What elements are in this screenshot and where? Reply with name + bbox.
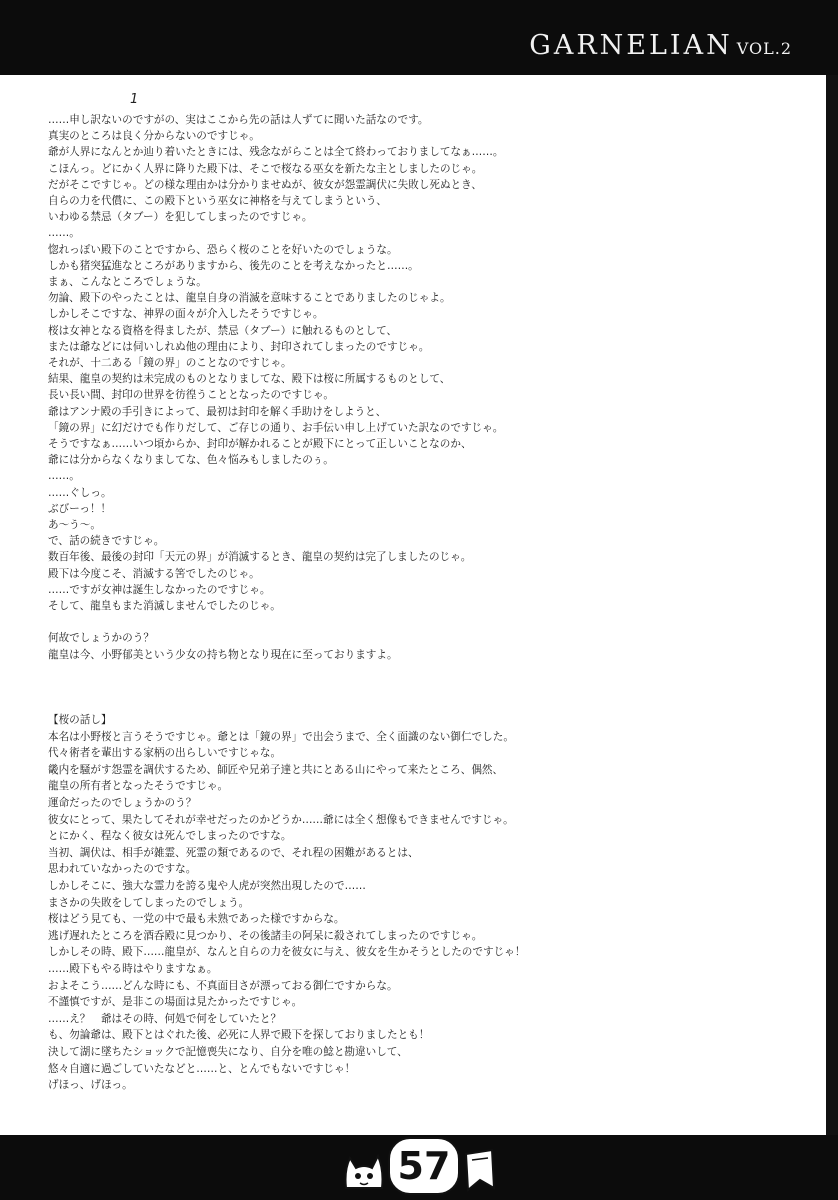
series-title-text: GARNELIAN — [529, 30, 733, 61]
text-line: 代々術者を輩出する家柄の出らしいですじゃな。 — [48, 747, 282, 760]
text-line: それが、十二ある「鏡の界」のことなのですじゃ。 — [48, 357, 292, 369]
text-line: とにかく、程なく彼女は死んでしまったのですな。 — [48, 830, 292, 843]
text-line: 「鏡の界」に幻だけでも作りだして、ご存じの通り、お手伝い申し上げていた訳なのですじゃ。 — [48, 421, 504, 434]
text-line: 逃げ遅れたところを酒呑殿に見つかり、その後諸圭の阿呆に殺されてしまったのですじゃ。 — [48, 929, 483, 942]
text-line: で、話の続きですじゃ。 — [48, 535, 165, 548]
text-line: 龍皇は今、小野郁美という少女の持ち物となり現在に至っておりますよ。 — [48, 648, 398, 661]
text-line: ……ですが女神は誕生しなかったのですじゃ。 — [48, 583, 271, 596]
text-line: 悠々自適に過ごしていたなどと……と、とんでもないですじゃ！ — [48, 1062, 356, 1075]
text-line: 長い長い間、封印の世界を彷徨うこととなったのですじゃ。 — [48, 389, 335, 402]
text-line: 数百年後、最後の封印「天元の界」が消滅するとき、龍皇の契約は完了しましたのじゃ。 — [48, 551, 472, 564]
text-line: ……。 — [48, 227, 80, 240]
text-line: 爺が人界になんとか辿り着いたときには、残念ながらことは全て終わっておりましてなぁ……。 — [48, 146, 504, 159]
text-line: いわゆる禁忌（タブー）を犯してしまったのですじゃ。 — [48, 211, 313, 224]
text-line: ……殿下もやる時はやりますなぁ。 — [48, 963, 218, 975]
page-edge-strip — [826, 75, 838, 1135]
text-line: こほんっ。どにかく人界に降りた殿下は、そこで桜なる巫女を新たな主としましたのじゃ。 — [48, 162, 483, 175]
text-line: ……申し訳ないのですがの、実はここから先の話は人ずてに聞いた話なのです。 — [48, 114, 429, 126]
text-line: あ～う～。 — [48, 519, 101, 531]
text-line: まさかの失敗をしてしまったのでしょう。 — [48, 896, 250, 909]
text-line: 桜は女神となる資格を得ましたが、禁忌（タブー）に触れるものとして、 — [48, 324, 398, 337]
text-line: ……ぐしっ。 — [48, 486, 112, 499]
text-line: およそこう……どんな時にも、不真面目さが漂っておる御仁ですからな。 — [48, 979, 398, 992]
text-line: 龍皇の所有者となったそうですじゃ。 — [48, 780, 229, 793]
text-line: 思われていなかったのですな。 — [48, 863, 197, 876]
header-band — [0, 0, 838, 75]
text-line: まぁ、こんなところでしょうな。 — [48, 276, 207, 288]
text-line: 惚れっぽい殿下のことですから、恐らく桜のことを好いたのでしょうな。 — [48, 243, 398, 256]
text-line: しかしその時、殿下……龍皇が、なんと自らの力を彼女に与え、彼女を生かそうとしたのですじゃ！ — [48, 946, 526, 959]
text-line: 勿論、殿下のやったことは、龍皇自身の消滅を意味することでありましたのじゃよ。 — [48, 292, 451, 305]
text-line: そして、龍皇もまた消滅しませんでしたのじゃ。 — [48, 600, 281, 612]
text-line: げほっ、げほっ。 — [48, 1079, 133, 1092]
text-line: 不謹慎ですが、是非この場面は見たかったですじゃ。 — [48, 996, 303, 1009]
text-line: 当初、調伏は、相手が雑霊、死霊の類であるので、それ程の困難があるとは、 — [48, 846, 419, 859]
text-line: 真実のところは良く分からないのですじゃ。 — [48, 130, 260, 143]
text-line: 殿下は今度こそ、消滅する筈でしたのじゃ。 — [48, 567, 260, 580]
text-line: 何故でしょうかのう？ — [48, 632, 154, 645]
text-line: 爺はアンナ殿の手引きによって、最初は封印を解く手助けをしようと、 — [48, 405, 387, 418]
text-line: も、勿論爺は、殿下とはぐれた後、必死に人界で殿下を探しておりましたとも！ — [48, 1029, 430, 1042]
text-line: 畿内を騒がす怨霊を調伏するため、師匠や兄弟子達と共にとある山にやって来たところ、偶然、 — [48, 763, 504, 776]
text-line: 彼女にとって、果たしてそれが幸せだったのかどうか……爺には全く想像もできませんですじゃ。 — [48, 813, 514, 826]
text-line: だがそこですじゃ。どの様な理由かは分かりませぬが、彼女が怨霊調伏に失敗し死ぬとき、 — [48, 178, 482, 191]
text-line: ……。 — [48, 470, 80, 483]
text-line: 運命だったのでしょうかのう？ — [48, 797, 197, 809]
text-line: しかも猪突猛進なところがありますから、後先のことを考えなかったと……。 — [48, 259, 419, 272]
page-number: 57 — [397, 1144, 451, 1188]
text-line: ぶびーっ！！ — [48, 502, 112, 515]
text-line: 爺には分からなくなりましてな、色々悩みもしましたのぅ。 — [48, 454, 334, 467]
text-line: 本名は小野桜と言うそうですじゃ。爺とは「鏡の界」で出会うまで、全く面識のない御仁でした。 — [48, 730, 514, 743]
volume-label: VOL.2 — [736, 39, 792, 58]
ribbon-tag-icon — [462, 1148, 498, 1194]
series-title — [529, 30, 792, 61]
text-line: または爺などには伺いしれぬ他の理由により、封印されてしまったのですじゃ。 — [48, 340, 430, 353]
text-line: 結果、龍皇の契約は未完成のものとなりましてな、殿下は桜に所属するものとして、 — [48, 373, 451, 386]
text-line: 桜はどう見ても、一党の中で最も未熟であった様ですからな。 — [48, 913, 345, 926]
text-line: 【桜の話し】 — [48, 714, 112, 726]
text-line: しかしそこに、強大な霊力を誇る鬼や人虎が突然出現したので…… — [48, 880, 366, 892]
text-line: ……え？ 爺はその時、何処で何をしていたと？ — [48, 1012, 282, 1025]
text-line: しかしそこですな、神界の面々が介入したそうですじゃ。 — [48, 308, 324, 321]
text-line: そうですなぁ……いつ頃からか、封印が解かれることが殿下にとって正しいことなのか、 — [48, 438, 472, 450]
text-line: 決して湖に墜ちたショックで記憶喪失になり、自分を唯の鯰と勘違いして、 — [48, 1046, 408, 1058]
text-line: 自らの力を代償に、この殿下という巫女に神格を与えてしまうという、 — [48, 195, 387, 207]
chapter-marker: 1 — [130, 92, 139, 107]
cat-mascot-icon — [342, 1150, 386, 1192]
